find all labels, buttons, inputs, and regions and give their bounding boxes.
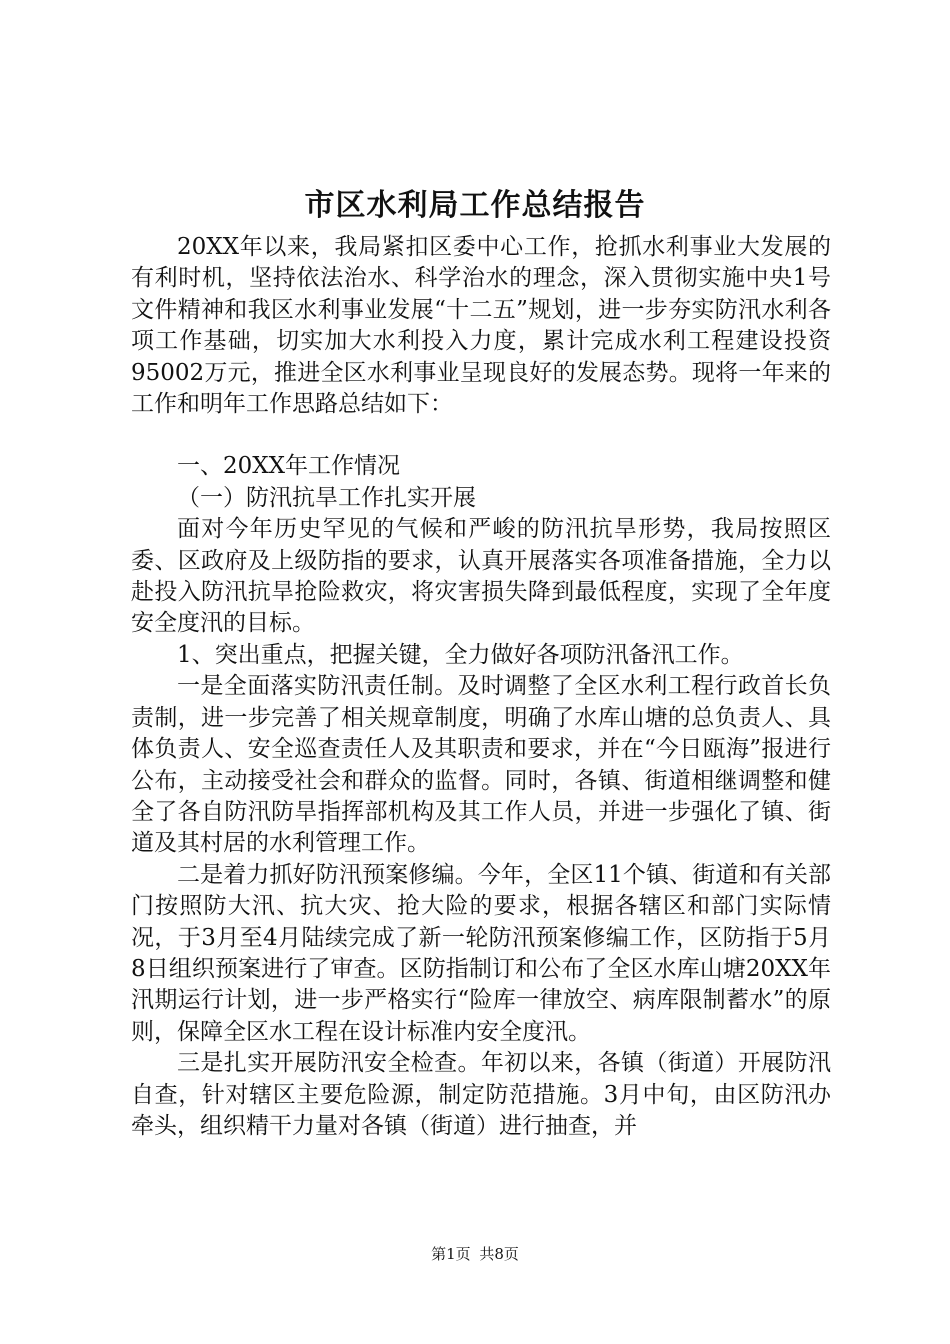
section-heading: 一、20XX年工作情况 (177, 453, 401, 480)
subsection-heading: （一）防汛抗旱工作扎实开展 (177, 484, 476, 511)
body-paragraph: 三是扎实开展防汛安全检查。年初以来，各镇（街道）开展防汛自查，针对辖区主要危险源，制定防范措施。3月中旬，由区防汛办牵头，组织精干力量对各镇（街道）进行抽查，并 (131, 1050, 831, 1139)
document-body (131, 232, 831, 1142)
numbered-heading: 1、突出重点，把握关键，全力做好各项防汛备汛工作。 (177, 641, 744, 668)
document-title: 市区水利局工作总结报告 (304, 188, 646, 223)
page-footer (0, 1244, 950, 1264)
body-paragraph: 一是全面落实防汛责任制。及时调整了全区水利工程行政首长负责制，进一步完善了相关规章制度，明确了水库山塘的总负责人、具体负责人、安全巡查责任人及其职责和要求，并在“今日瓯海”报进行公布，主动接受社会和群众的监督。同时，各镇、街道相继调整和健全了各自防汛防旱指挥部机构及其工作人员，并进一步强化了镇、街道及其村居的水利管理工作。 (131, 673, 831, 857)
body-paragraph: 面对今年历史罕见的气候和严峻的防汛抗旱形势，我局按照区委、区政府及上级防指的要求，认真开展落实各项准备措施，全力以赴投入防汛抗旱抢险救灾，将灾害损失降到最低程度，实现了全年度安全度汛的目标。 (131, 516, 831, 637)
intro-paragraph: 20XX年以来，我局紧扣区委中心工作，抢抓水利事业大发展的有利时机，坚持依法治水、科学治水的理念，深入贯彻实施中央1号文件精神和我区水利事业发展“十二五”规划，进一步夯实防汛水利各项工作基础，切实加大水利投入力度，累计完成水利工程建设投资95002万元，推进全区水利事业呈现良好的发展态势。现将一年来的工作和明年工作思路总结如下： (131, 234, 831, 418)
total-pages: 共8页 (479, 1245, 519, 1263)
body-paragraph: 二是着力抓好防汛预案修编。今年，全区11个镇、街道和有关部门按照防大汛、抗大灾、抢大险的要求，根据各辖区和部门实际情况，于3月至4月陆续完成了新一轮防汛预案修编工作，区防指于5月8日组织预案进行了审查。区防指制订和公布了全区水库山塘20XX年汛期运行计划，进一步严格实行“险库一律放空、病库限制蓄水”的原则，保障全区水工程在设计标准内安全度汛。 (131, 861, 831, 1045)
page-number: 第1页 (431, 1245, 471, 1263)
